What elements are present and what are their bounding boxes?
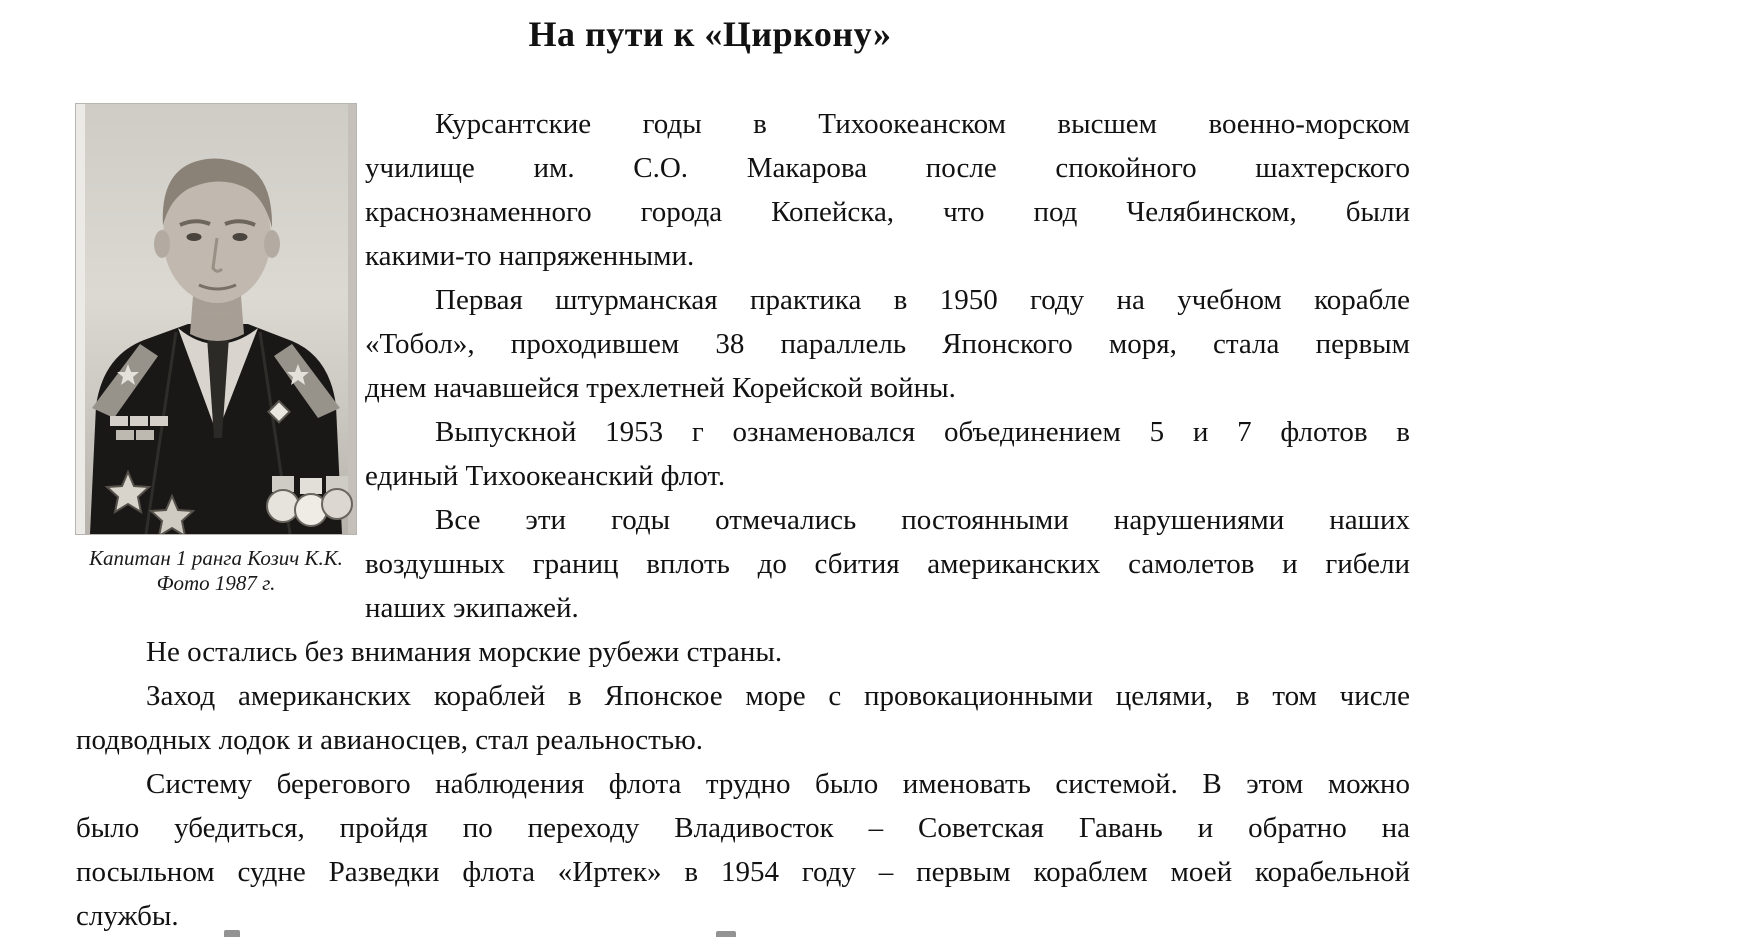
paragraph-4-line-2: воздушных границ вплоть до сбития американских самолетов и гибели [365,548,1410,580]
photo-caption [76,546,356,596]
paragraph-7-line-1: Систему берегового наблюдения флота трудно было именовать системой. В этом можно [146,768,1410,800]
paragraph-7-line-4: службы. [76,900,179,932]
paragraph-7-line-3: посыльном судне Разведки флота «Иртек» в 1954 году – первым кораблем моей корабельной [76,856,1410,888]
paragraph-6-line-2: подводных лодок и авианосцев, стал реальностью. [76,724,703,756]
paragraph-2-line-2: «Тобол», проходившем 38 параллель Японского моря, стала первым [365,328,1410,360]
paragraph-4-line-1: Все эти годы отмечались постоянными нарушениями наших [435,504,1410,536]
photo-caption-year: Фото 1987 г. [156,571,276,595]
paragraph-4-line-3: наших экипажей. [365,592,579,624]
paragraph-6-line-1: Заход американских кораблей в Японское море с провокационными целями, в том числе [146,680,1410,712]
paragraph-5-line-1: Не остались без внимания морские рубежи страны. [146,636,783,668]
paragraph-1-line-2: училище им. С.О. Макарова после спокойного шахтерского [365,152,1410,184]
next-line-cutoff-fragment [716,931,736,937]
paragraph-1-line-3: краснознаменного города Копейска, что под Челябинском, были [365,196,1410,228]
paragraph-3-line-2: единый Тихоокеанский флот. [365,460,726,492]
page-title: На пути к «Циркону» [528,14,892,54]
body-text [76,102,1410,937]
paragraph-7-line-2: было убедиться, пройдя по переходу Владивосток – Советская Гавань и обратно на [76,812,1410,844]
next-line-cutoff-fragment [224,930,240,937]
paragraph-2-line-1: Первая штурманская практика в 1950 году на учебном корабле [435,284,1410,316]
officer-portrait-photo [76,104,356,534]
paragraph-1-line-4: какими-то напряженными. [365,240,695,272]
paragraph-3-line-1: Выпускной 1953 г ознаменовался объединением 5 и 7 флотов в [435,416,1410,448]
paragraph-1-line-1: Курсантские годы в Тихоокеанском высшем военно-морском [435,108,1410,140]
portrait-figure [76,104,356,596]
paragraph-2-line-3: днем начавшейся трехлетней Корейской войны. [365,372,956,404]
photo-caption-name: Капитан 1 ранга Козич К.К. [89,546,343,570]
